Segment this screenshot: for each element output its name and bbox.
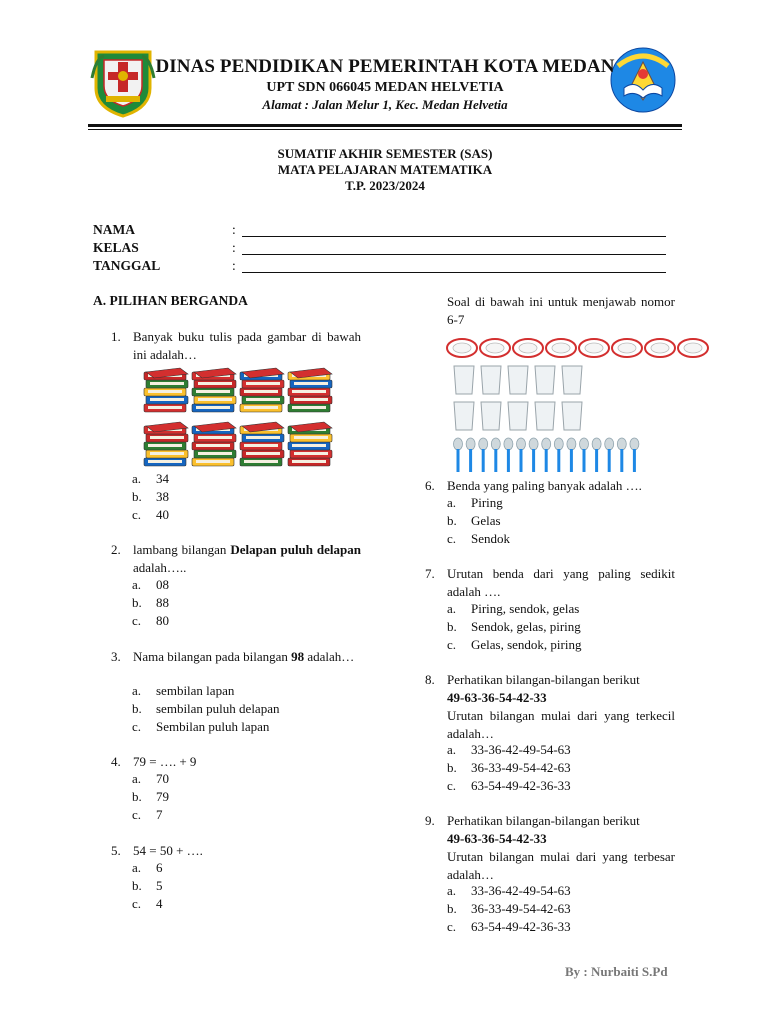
question-number: 9. bbox=[425, 813, 435, 828]
glass bbox=[481, 366, 501, 394]
plate-center bbox=[552, 343, 570, 353]
school-year: T.P. 2023/2024 bbox=[345, 178, 425, 193]
question-number: 4. bbox=[111, 754, 121, 769]
section-title: A. PILIHAN BERGANDA bbox=[93, 293, 248, 308]
question-text: 79 = …. + 9 bbox=[133, 754, 197, 769]
spoon-handle bbox=[520, 449, 523, 472]
number-sequence: 49-63-36-54-42-33 bbox=[447, 690, 547, 705]
spoon-head bbox=[491, 438, 500, 450]
spoon-head bbox=[479, 438, 488, 450]
question-number: 7. bbox=[425, 566, 435, 581]
question-3 bbox=[111, 648, 361, 684]
number-sequence: 49-63-36-54-42-33 bbox=[447, 831, 547, 846]
book-stack bbox=[288, 422, 332, 466]
question-6 bbox=[425, 477, 675, 495]
question-number: 2. bbox=[111, 542, 121, 557]
glass bbox=[508, 366, 528, 394]
date-colon: : bbox=[232, 258, 236, 273]
question-2 bbox=[111, 541, 361, 577]
question-7 bbox=[425, 565, 675, 601]
spoon-handle bbox=[570, 449, 573, 472]
question-text: 54 = 50 + …. bbox=[133, 843, 203, 858]
spoon-handle bbox=[469, 449, 472, 472]
question-text-2: Urutan bilangan mulai dari yang terbesar adalah… bbox=[447, 849, 675, 882]
spoon-handle bbox=[532, 449, 535, 472]
question-text: Nama bilangan pada bilangan 98 adalah… bbox=[133, 649, 355, 664]
spoon-handle bbox=[482, 449, 485, 472]
plate-center bbox=[486, 343, 504, 353]
spoon-head bbox=[454, 438, 463, 450]
book-stack bbox=[144, 368, 188, 412]
spoon-handle bbox=[620, 449, 623, 472]
question-number: 5. bbox=[111, 843, 121, 858]
spoon-head bbox=[605, 438, 614, 450]
spoon-handle bbox=[608, 449, 611, 472]
spoon-head bbox=[517, 438, 526, 450]
header-rule-thick bbox=[88, 124, 682, 127]
plate-center bbox=[651, 343, 669, 353]
glass bbox=[535, 402, 555, 430]
subject-title: MATA PELAJARAN MATEMATIKA bbox=[277, 162, 493, 177]
spoon-handle bbox=[545, 449, 548, 472]
plates-glasses-spoons-image bbox=[446, 330, 716, 476]
header-title: DINAS PENDIDIKAN PEMERINTAH KOTA MEDAN bbox=[155, 56, 615, 77]
glass bbox=[562, 402, 582, 430]
glass bbox=[454, 402, 474, 430]
plate-center bbox=[585, 343, 603, 353]
name-label: NAMA bbox=[93, 222, 135, 237]
plate-center bbox=[453, 343, 471, 353]
question-5 bbox=[111, 842, 361, 860]
date-label: TANGGAL bbox=[93, 258, 161, 273]
plate-center bbox=[684, 343, 702, 353]
school-address: Alamat : Jalan Melur 1, Kec. Medan Helvetia bbox=[262, 97, 508, 112]
glass bbox=[508, 402, 528, 430]
book-stack bbox=[240, 368, 284, 412]
spoon-handle bbox=[507, 449, 510, 472]
spoon-handle bbox=[494, 449, 497, 472]
stack-of-books-image bbox=[142, 366, 338, 470]
spoon-head bbox=[554, 438, 563, 450]
question-1 bbox=[111, 328, 361, 368]
intro-text: Soal di bawah ini untuk menjawab nomor 6-7 bbox=[447, 294, 675, 327]
spoon-head bbox=[504, 438, 513, 450]
spoon-head bbox=[580, 438, 589, 450]
question-9 bbox=[425, 812, 675, 884]
book-stack bbox=[192, 422, 236, 466]
date-field-line[interactable] bbox=[242, 272, 666, 273]
question-4 bbox=[111, 753, 361, 771]
glass bbox=[481, 402, 501, 430]
question-text: Urutan benda dari yang paling sedikit adalah …. bbox=[447, 566, 675, 599]
question-8 bbox=[425, 671, 675, 743]
book-stack bbox=[192, 368, 236, 412]
school-name: UPT SDN 066045 MEDAN HELVETIA bbox=[266, 80, 504, 95]
spoon-handle bbox=[633, 449, 636, 472]
question-text: Perhatikan bilangan-bilangan berikut bbox=[447, 672, 640, 687]
book-stack bbox=[288, 368, 332, 412]
spoon-head bbox=[617, 438, 626, 450]
medan-city-emblem bbox=[90, 48, 156, 118]
name-field-line[interactable] bbox=[242, 236, 666, 237]
header-rule-thin bbox=[88, 129, 682, 130]
exam-title: SUMATIF AKHIR SEMESTER (SAS) bbox=[277, 146, 493, 161]
spoon-handle bbox=[457, 449, 460, 472]
spoon-head bbox=[630, 438, 639, 450]
spoon-handle bbox=[595, 449, 598, 472]
question-text: Benda yang paling banyak adalah …. bbox=[447, 478, 642, 493]
book-stack bbox=[144, 422, 188, 466]
class-colon: : bbox=[232, 240, 236, 255]
spoon-head bbox=[529, 438, 538, 450]
question-number: 6. bbox=[425, 478, 435, 493]
question-text-2: Urutan bilangan mulai dari yang terkecil adalah… bbox=[447, 708, 675, 741]
spoon-handle bbox=[557, 449, 560, 472]
glass bbox=[562, 366, 582, 394]
plate-center bbox=[519, 343, 537, 353]
question-text: Banyak buku tulis pada gambar di bawah ini adalah… bbox=[133, 329, 361, 362]
spoon-head bbox=[592, 438, 601, 450]
question-number: 3. bbox=[111, 649, 121, 664]
spoon-head bbox=[466, 438, 475, 450]
glass bbox=[535, 366, 555, 394]
question-number: 8. bbox=[425, 672, 435, 687]
glass bbox=[454, 366, 474, 394]
author-credit: By : Nurbaiti S.Pd bbox=[565, 964, 668, 979]
question-text: lambang bilangan Delapan puluh delapan adalah….. bbox=[133, 542, 361, 575]
class-label: KELAS bbox=[93, 240, 139, 255]
question-text: Perhatikan bilangan-bilangan berikut bbox=[447, 813, 640, 828]
name-colon: : bbox=[232, 222, 236, 237]
spoon-head bbox=[542, 438, 551, 450]
spoon-head bbox=[567, 438, 576, 450]
plate-center bbox=[618, 343, 636, 353]
spoon-handle bbox=[583, 449, 586, 472]
question-number: 1. bbox=[111, 329, 121, 344]
class-field-line[interactable] bbox=[242, 254, 666, 255]
book-stack bbox=[240, 422, 284, 466]
